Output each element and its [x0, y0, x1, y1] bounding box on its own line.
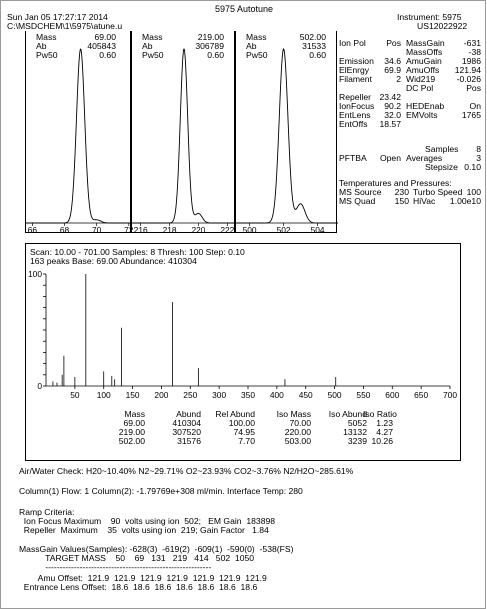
ms-source-value: 230: [394, 187, 409, 197]
parameter-value-2: -38: [468, 47, 481, 57]
y-tick-label: 0: [37, 381, 42, 391]
averages-label: Averages: [406, 153, 443, 163]
pftba-row: [339, 154, 481, 163]
peak-table-row: [101, 437, 391, 446]
peak-table-cell: 1.23: [376, 418, 393, 428]
separator-dashes: ----------------------------------------------------------: [19, 562, 212, 572]
stepsize-label: Stepsize: [425, 162, 458, 172]
peak-table-cell: 3239: [347, 436, 367, 446]
instrument-name: Instrument: 5975: [397, 12, 462, 22]
peak-table-header-cell: Abund: [176, 409, 201, 419]
abundance-value: 31533: [302, 41, 326, 51]
abundance-value: 405843: [87, 41, 116, 51]
x-tick-label: 600: [385, 390, 400, 400]
pw50-label: Pw50: [246, 50, 268, 60]
ms-quad-value: 150: [394, 196, 409, 206]
peak-table-cell: 10.26: [371, 436, 393, 446]
x-tick-label: 700: [443, 390, 457, 400]
peak-table-cell: 70.00: [289, 418, 311, 428]
air-water-check: Air/Water Check: H20~10.40% N2~29.71% O2~23.93% CO2~3.76% N2/H2O~285.61%: [19, 466, 354, 476]
pw50-value: 0.60: [99, 50, 116, 60]
parameter-label: Ion Pol: [339, 38, 366, 48]
abundance-value: 306789: [195, 41, 224, 51]
mass-label: Mass: [36, 32, 57, 42]
stepsize-value: 0.10: [464, 162, 481, 172]
y-tick-label: 100: [28, 269, 42, 279]
abundance-label: Ab: [142, 41, 153, 51]
x-tick-label: 218: [162, 225, 177, 235]
parameter-label: ElEnrgy: [339, 65, 370, 75]
ramp-repeller: Repeller Maximum 35 volts using ion 219; Gain Factor 1.84: [19, 525, 269, 535]
x-tick-label: 450: [298, 390, 313, 400]
x-tick-label: 650: [414, 390, 429, 400]
peak-profile-panel-69: [25, 31, 134, 235]
mass-value: 502.00: [299, 32, 326, 42]
parameter-value-2: 121.94: [454, 65, 481, 75]
x-tick-label: 500: [242, 225, 257, 235]
ms-quad-label: MS Quad: [339, 196, 376, 206]
peak-table-cell: 7.70: [238, 436, 255, 446]
target-mass-row: TARGET MASS 50 69 131 219 414 502 1050: [19, 553, 255, 563]
peak-profile-curve: [26, 49, 132, 223]
x-tick-label: 504: [310, 225, 325, 235]
entrance-lens-offset-row: Entrance Lens Offset: 18.6 18.6 18.6 18.6 18.6 18.6 18.6: [19, 582, 258, 592]
peak-profile-plot-219: [132, 31, 236, 233]
ms-source-label: MS Source: [339, 187, 382, 197]
parameter-label-2: MassGain: [406, 38, 445, 48]
x-tick-label: 250: [183, 390, 198, 400]
averages-value: 3: [476, 153, 481, 163]
pw50-label: Pw50: [142, 50, 164, 60]
x-tick-label: 502: [276, 225, 291, 235]
parameter-value: 2: [396, 74, 401, 84]
temps-title-text: Temperatures and Pressures:: [339, 178, 452, 188]
parameter-value: 34.6: [384, 56, 401, 66]
peak-table-cell: 220.00: [284, 427, 311, 437]
parameter-label-2: HEDEnab: [406, 101, 445, 111]
peak-info: [246, 33, 326, 60]
x-tick-label: 72: [124, 225, 134, 235]
parameter-label-2: EMVolts: [406, 110, 438, 120]
x-tick-label: 150: [125, 390, 140, 400]
abundance-label: Ab: [246, 41, 257, 51]
peak-table-cell: 307520: [172, 427, 201, 437]
parameter-value-2: On: [469, 101, 481, 111]
parameter-label-2: Wid219: [406, 74, 436, 84]
peak-table-header-cell: Rel Abund: [215, 409, 255, 419]
peak-profile-panel-502: [235, 31, 337, 233]
peak-profile-plot-69: [26, 31, 132, 233]
parameter-label-2: DC Pol: [406, 83, 434, 93]
report-datetime: Sun Jan 05 17:27:17 2014: [7, 12, 108, 22]
peak-table: [101, 409, 397, 446]
x-tick-label: 216: [133, 225, 148, 235]
turbo-speed-value: 100: [466, 187, 481, 197]
samples-label: Samples: [425, 144, 459, 154]
x-tick-label: 300: [212, 390, 227, 400]
parameter-value-2: 1986: [461, 56, 481, 66]
stepsize-row: [339, 163, 481, 172]
peak-info: [142, 33, 224, 60]
x-tick-label: 68: [59, 225, 70, 235]
peak-profile-curve: [132, 49, 236, 223]
samples-value: 8: [476, 144, 481, 154]
peak-profile-panel-219: [131, 31, 235, 233]
hivac-label: HiVac: [413, 196, 436, 206]
tune-file-path: C:\MSDCHEM\1\5975\atune.u: [7, 21, 123, 31]
column-flow: Column(1) Flow: 1 Column(2): -1.79769e+308 ml/min. Interface Temp: 280: [19, 486, 303, 496]
pw50-label: Pw50: [36, 50, 58, 60]
hivac-value: 1.00e10: [449, 196, 481, 206]
peak-table-cell: 69.00: [123, 418, 145, 428]
scan-summary: 163 peaks Base: 69.00 Abundance: 410304: [30, 256, 197, 266]
peak-info: [36, 33, 116, 60]
peak-table-header-cell: Mass: [124, 409, 145, 419]
peak-table-header-cell: Iso Abund: [328, 409, 367, 419]
x-tick-label: 50: [70, 390, 80, 400]
ms-quad-row: [339, 197, 481, 206]
parameter-label-2: MassOffs: [406, 47, 443, 57]
x-tick-label: 550: [356, 390, 371, 400]
mass-label: Mass: [142, 32, 163, 42]
pw50-value: 0.60: [309, 50, 326, 60]
peak-table-header-cell: Iso Mass: [276, 409, 311, 419]
x-tick-label: 200: [154, 390, 169, 400]
ramp-criteria-title: Ramp Criteria:: [19, 507, 75, 517]
parameter-value: Pos: [386, 38, 401, 48]
parameter-value-2: Pos: [466, 83, 481, 93]
parameter-label: EntLens: [339, 110, 371, 120]
pw50-value: 0.60: [207, 50, 224, 60]
x-tick-label: 500: [327, 390, 342, 400]
peak-table-cell: 31576: [177, 436, 201, 446]
pftba-value: Open: [379, 153, 401, 163]
parameter-label-2: AmuOffs: [406, 65, 440, 75]
pftba-label: PFTBA: [339, 153, 367, 163]
instrument-serial: US12022922: [417, 21, 468, 31]
parameter-label: EntOffs: [339, 119, 368, 129]
parameter-value-2: 1765: [461, 110, 481, 120]
parameter-label-2: AmuGain: [406, 56, 442, 66]
peak-table-cell: 100.00: [228, 418, 255, 428]
parameter-value: 90.2: [384, 101, 401, 111]
peak-table-cell: 74.95: [233, 427, 255, 437]
ramp-ion-focus: Ion Focus Maximum 90 volts using ion 502; EM Gain 183898: [19, 516, 276, 526]
parameter-value: 23.42: [379, 92, 401, 102]
mass-label: Mass: [246, 32, 267, 42]
peak-table-header-cell: Iso Ratio: [363, 409, 397, 419]
parameter-value: 32.0: [384, 110, 401, 120]
x-tick-label: 220: [191, 225, 206, 235]
tune-parameter-list: [339, 39, 481, 129]
tune-parameters: [339, 39, 481, 206]
parameter-value-2: -0.026: [456, 74, 481, 84]
peak-table-cell: 410304: [172, 418, 201, 428]
peak-profile-plot-502: [236, 31, 338, 233]
abundance-label: Ab: [36, 41, 47, 51]
peak-table-cell: 4.27: [376, 427, 393, 437]
report-title: 5975 Autotune: [214, 4, 274, 14]
peak-table-cell: 5052: [347, 418, 367, 428]
x-tick-label: 70: [92, 225, 102, 235]
amu-offset-row: Amu Offset: 121.9 121.9 121.9 121.9 121.9 121.9 121.9: [19, 573, 267, 583]
x-tick-label: 350: [241, 390, 255, 400]
x-tick-label: 222: [220, 225, 235, 235]
peak-table-cell: 219.00: [118, 427, 145, 437]
x-tick-label: 66: [27, 225, 38, 235]
mass-value: 219.00: [197, 32, 224, 42]
tune-parameter-row: [339, 120, 481, 129]
parameter-value-2: -631: [463, 38, 481, 48]
peak-table-cell: 503.00: [284, 436, 311, 446]
parameter-label: Repeller: [339, 92, 372, 102]
mass-value: 69.00: [94, 32, 116, 42]
parameter-label: Filament: [339, 74, 372, 84]
parameter-value: 69.9: [384, 65, 401, 75]
peak-table-cell: 502.00: [118, 436, 145, 446]
x-tick-label: 400: [269, 390, 284, 400]
x-tick-label: 100: [96, 390, 111, 400]
parameter-label: Emission: [339, 56, 374, 66]
massgain-values: MassGain Values(Samples): -628(3) -619(2) -609(1) -590(0) -538(FS): [19, 544, 294, 554]
parameter-value: 18.57: [379, 119, 401, 129]
scan-parameters: Scan: 10.00 - 701.00 Samples: 8 Thresh: 100 Step: 0.10: [30, 247, 245, 257]
parameter-label: IonFocus: [339, 101, 375, 111]
turbo-speed-label: Turbo Speed: [413, 187, 463, 197]
peak-table-cell: 13132: [343, 427, 367, 437]
peak-profile-curve: [236, 49, 338, 223]
